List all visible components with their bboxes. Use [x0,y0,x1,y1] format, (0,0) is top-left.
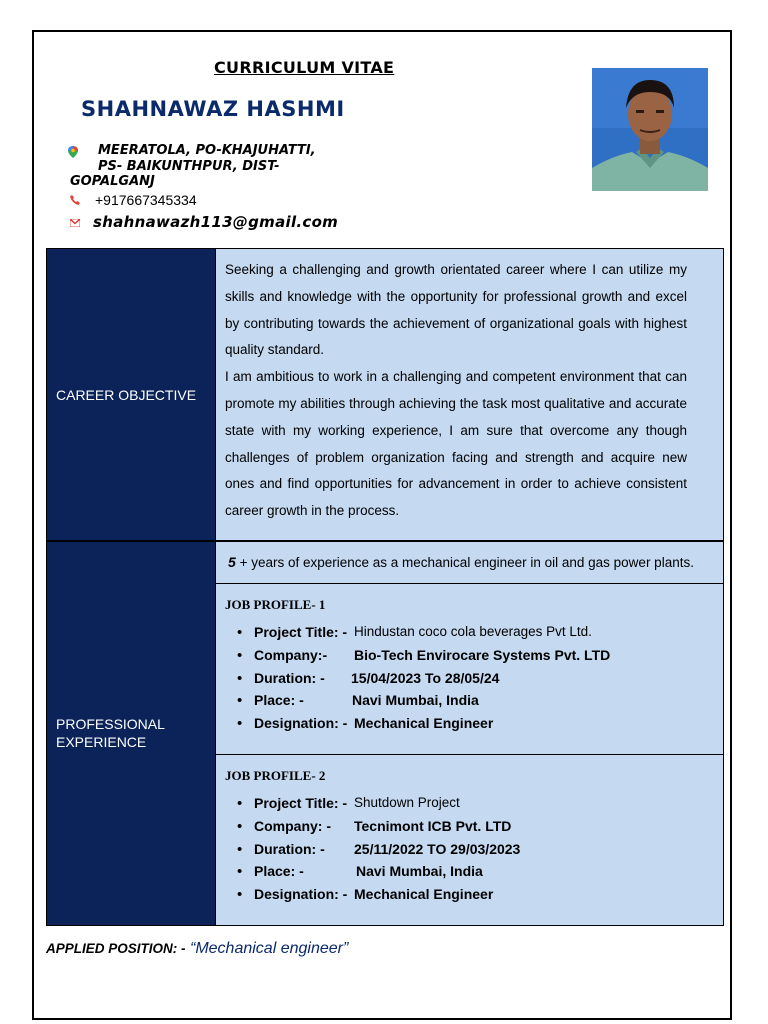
company-value: Tecnimont ICB Pvt. LTD [354,817,512,834]
designation-value: Mechanical Engineer [354,886,494,903]
experience-summary [228,554,694,570]
career-objective-text [225,257,687,525]
profile-photo [592,68,708,191]
phone-number: +917667345334 [95,192,197,208]
project-title-value: Shutdown Project [354,795,460,810]
experience-years: 5 [228,554,236,570]
company-key: Company:- [254,646,328,663]
objective-paragraph-1: Seeking a challenging and growth orientated career where I can utilize my skills and knowledge with the opportunity for professional growth and excel by contributing towards the achievement of organizational goals with highest quality standard. [225,262,687,358]
duration-value: 15/04/2023 To 28/05/24 [351,669,500,686]
address-line-2: PS- BAIKUNTHPUR, DIST- [98,158,280,174]
address-line-3: GOPALGANJ [70,174,155,189]
email-address: shahnawazh113@gmail.com [93,213,339,231]
place-value: Navi Mumbai, India [352,692,479,709]
experience-summary-cell [215,541,724,584]
project-title-value: Hindustan coco cola beverages Pvt Ltd. [354,624,592,639]
experience-summary-text: + years of experience as a mechanical engineer in oil and gas power plants. [239,555,694,570]
place-key: Place: - [254,692,304,709]
job-profile-heading: JOB PROFILE- 2 [225,768,326,783]
experience-label-cell [46,541,216,926]
applied-position-label: APPLIED POSITION: - [46,941,186,956]
designation-key: Designation: - [254,886,348,903]
career-objective-label: CAREER OBJECTIVE [56,387,197,403]
designation-key: Designation: - [254,715,348,732]
place-key: Place: - [254,863,304,880]
job-profile-1 [215,583,724,755]
duration-key: Duration: - [254,840,325,857]
phone-icon [70,195,80,205]
address-line-1: MEERATOLA, PO-KHAJUHATTI, [98,143,316,158]
duration-value: 25/11/2022 TO 29/03/2023 [354,840,521,857]
experience-label-line-1: PROFESSIONAL [56,716,165,732]
designation-value: Mechanical Engineer [354,715,494,732]
address [68,143,368,190]
company-key: Company: - [254,817,331,834]
document-title: CURRICULUM VITAE [214,58,395,77]
email-icon [70,219,80,227]
project-title-key: Project Title: - [254,795,348,811]
company-value: Bio-Tech Envirocare Systems Pvt. LTD [354,646,611,663]
experience-label [56,715,165,751]
candidate-name: SHAHNAWAZ HASHMI [81,97,345,121]
objective-paragraph-2: I am ambitious to work in a challenging and competent environment that can promote my abilities through achieving the task most qualitative and accurate state with my working experience, I am sure that overcome any though challenges of problem organization facing and strength and acquire new ones and find opportunities for advancement in order to achieve consistent career growth in the process. [225,369,687,519]
job-profile-2 [215,754,724,926]
job-profile-heading: JOB PROFILE- 1 [225,597,326,612]
project-title-key: Project Title: - [254,624,348,640]
career-objective-label-cell [46,248,216,541]
career-objective-cell [215,248,724,541]
place-value: Navi Mumbai, India [356,863,483,880]
duration-key: Duration: - [254,669,325,686]
applied-position-value: “Mechanical engineer” [190,940,349,957]
experience-label-line-2: EXPERIENCE [56,734,147,750]
